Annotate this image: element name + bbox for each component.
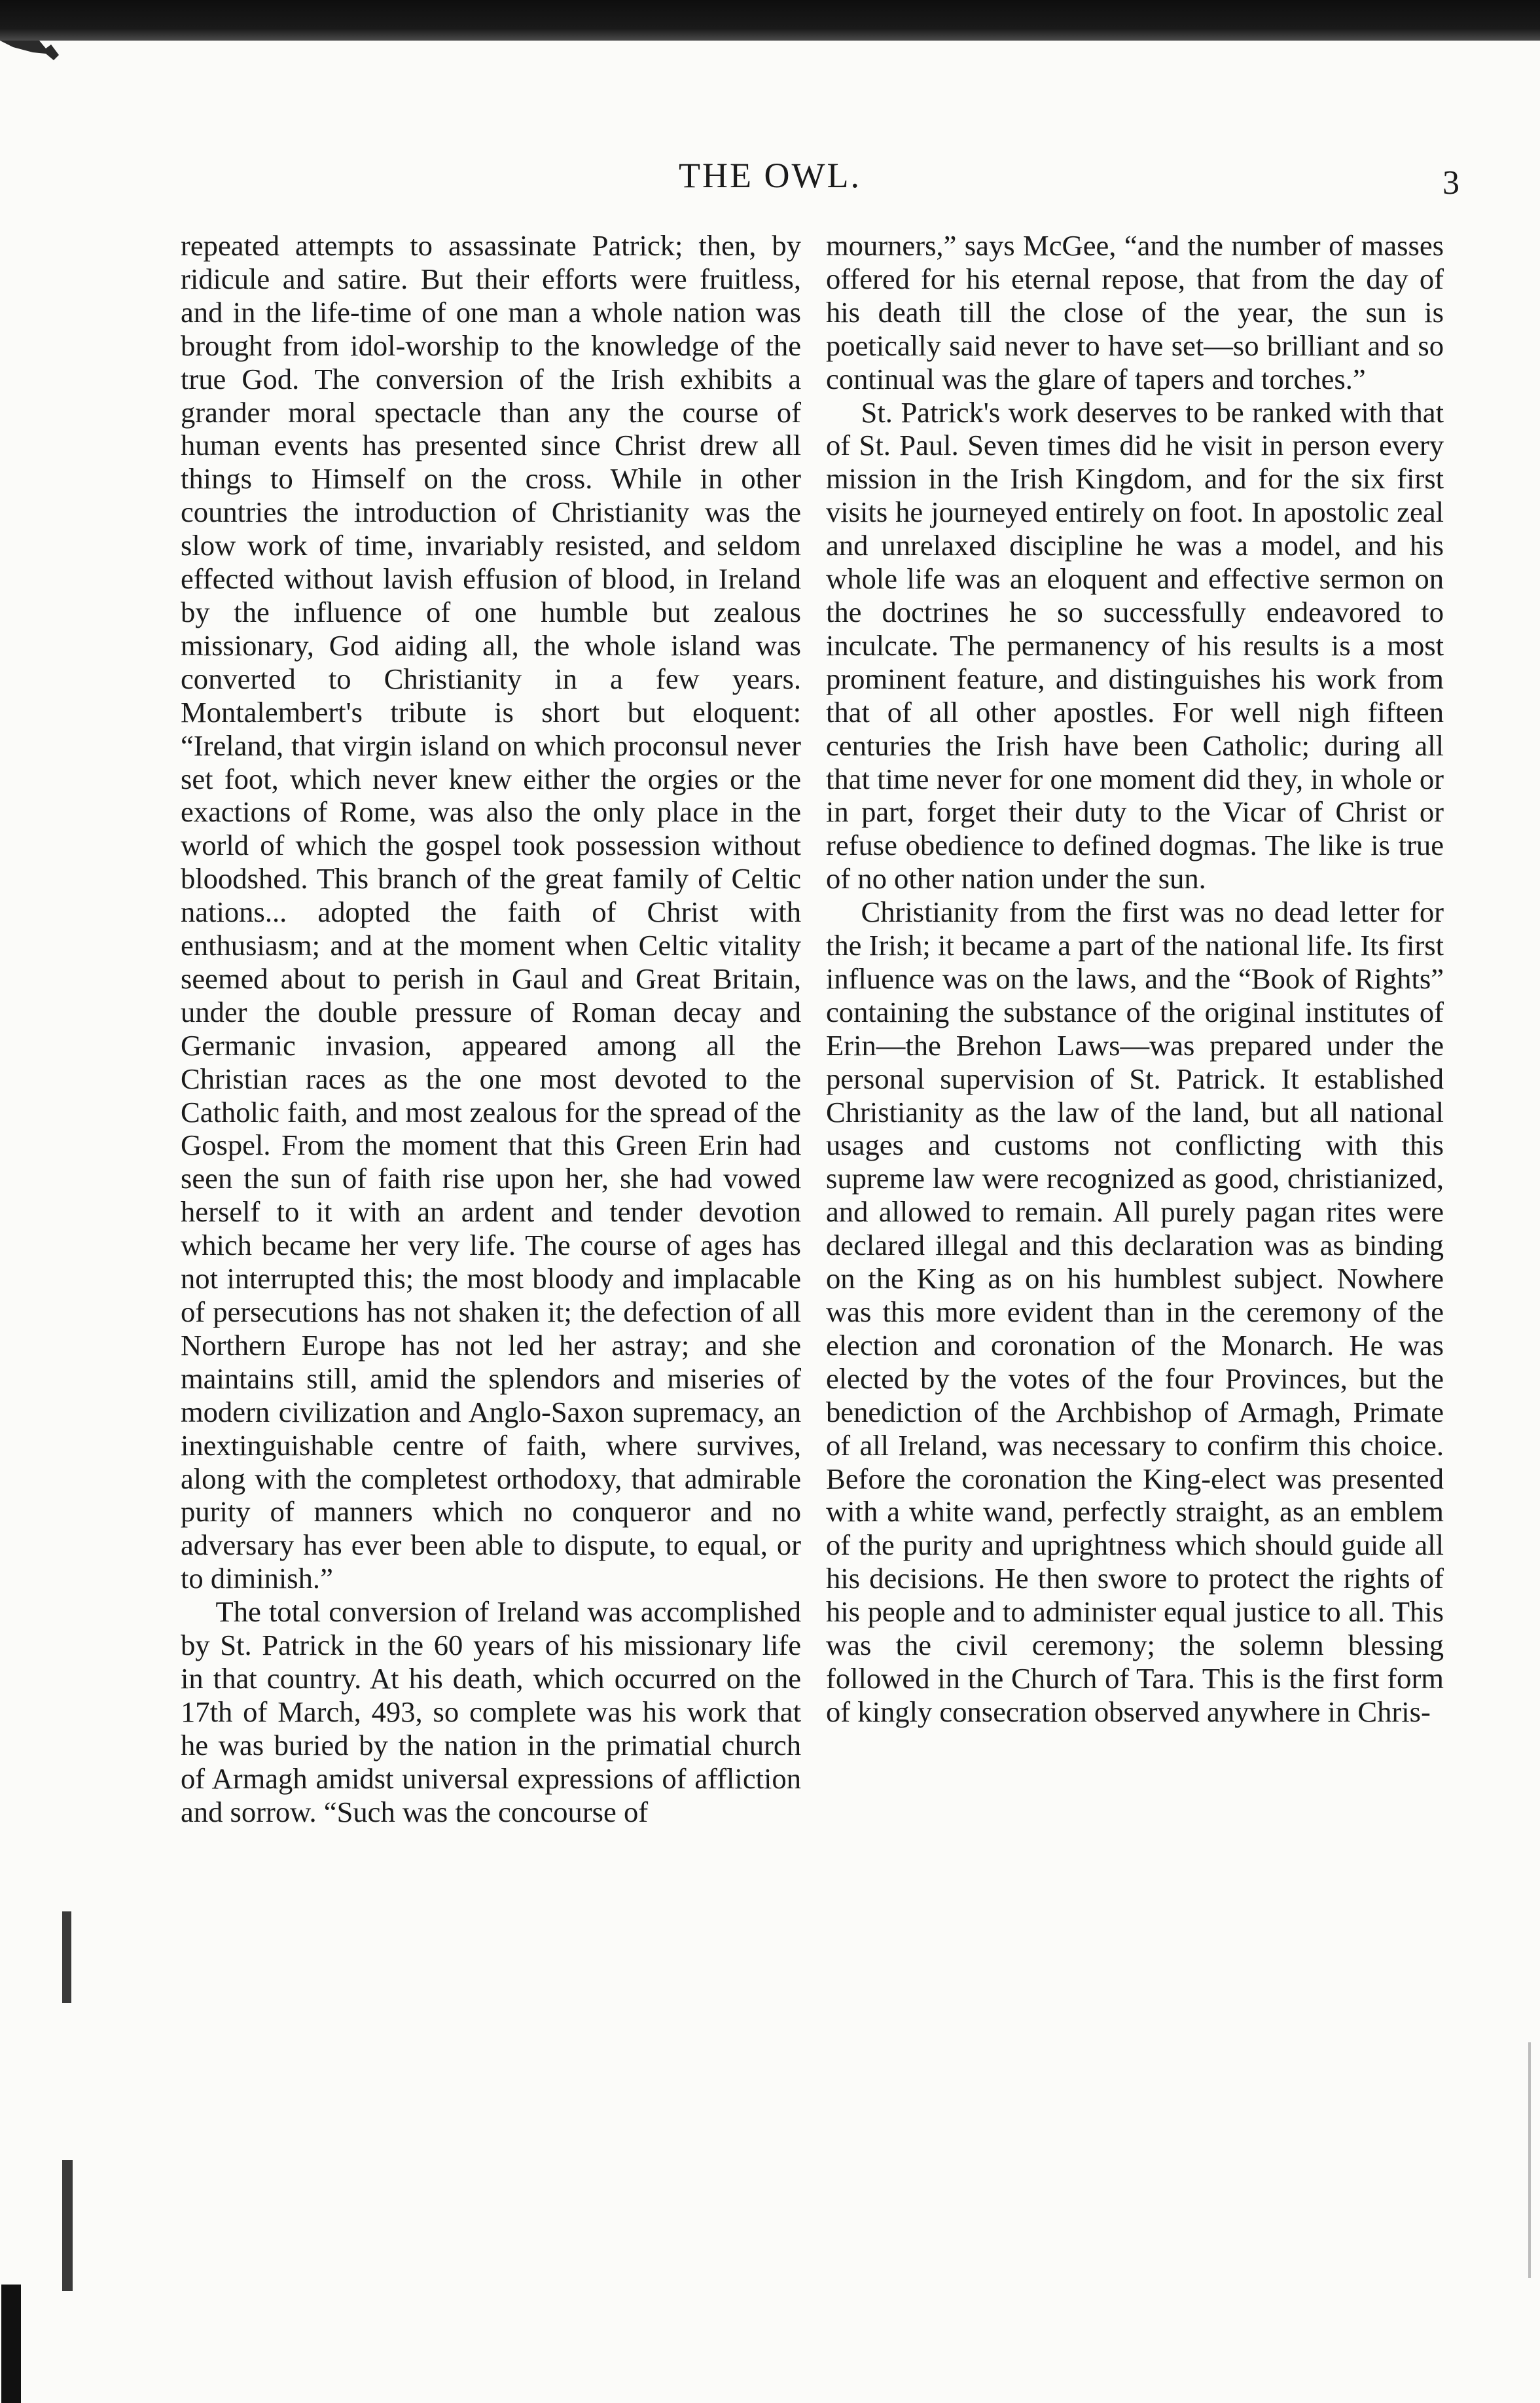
scan-edge-band	[0, 0, 1540, 41]
paragraph: repeated attempts to assassinate Patrick; then, by ridicule and satire. But their efforts were fruitless, and in the life-time of one man a whole nation was brought from idol-worship to the knowledge of the true God. The conversion of the Irish exhibits a grander moral spectacle than any the course of human events has presented since Christ drew all things to Himself on the cross. While in other countries the introduction of Christianity was the slow work of time, invariably resisted, and seldom effected without lavish effusion of blood, in Ireland by the influence of one humble but zealous missionary, God aiding all, the whole island was converted to Christianity in a few years. Montalembert's tribute is short but eloquent: “Ireland, that virgin island on which proconsul never set foot, which never knew either the orgies or the exactions of Rome, was also the only place in the world of which the gospel took possession without bloodshed. This branch of the great family of Celtic nations... adopted the faith of Christ with enthusiasm; and at the moment when Celtic vitality seemed about to perish in Gaul and Great Britain, under the double pressure of Roman decay and Germanic invasion, appeared among all the Christian races as the one most devoted to the Catholic faith, and most zealous for the spread of the Gospel. From the moment that this Green Erin had seen the sun of faith rise upon her, she had vowed herself to it with an ardent and tender devotion which became her very life. The course of ages has not interrupted this; the most bloody and implacable of persecutions has not shaken it; the defection of all Northern Europe has not led her astray; and she maintains still, amid the splendors and miseries of modern civilization and Anglo-Saxon supremacy, an inextinguishable centre of faith, where survives, along with the completest orthodoxy, that admirable purity of manners which no conqueror and no adversary has ever been able to dispute, to equal, or to diminish.”	[181, 229, 801, 1595]
scan-margin-mark	[62, 1911, 71, 2003]
paragraph: The total conversion of Ireland was accomplished by St. Patrick in the 60 years of his missionary life in that country. At his death, which occurred on the 17th of March, 493, so complete was his work that he was buried by the nation in the primatial church of Armagh amidst universal expressions of affliction and sorrow. “Such was the concourse of	[181, 1595, 801, 1828]
scan-corner-mark	[0, 41, 79, 67]
paragraph: St. Patrick's work deserves to be ranked with that of St. Paul. Seven times did he visit in person every mission in the Irish Kingdom, and for the six first visits he journeyed entirely on foot. In apostolic zeal and unrelaxed discipline he was a model, and his whole life was an eloquent and effective sermon on the doctrines he so successfully endeavored to inculcate. The permanency of his results is a most prominent feature, and distinguishes his work from that of all other apostles. For well nigh fifteen centuries the Irish have been Catholic; during all that time never for one moment did they, in whole or in part, forget their duty to the Vicar of Christ or refuse obedience to defined dogmas. The like is true of no other nation under the sun.	[826, 395, 1444, 895]
scan-margin-mark	[1528, 2042, 1531, 2278]
right-column	[826, 229, 1444, 1729]
scan-margin-mark	[62, 2160, 73, 2291]
running-title: THE OWL.	[679, 156, 861, 195]
scan-binding-edge	[1, 2285, 21, 2403]
paragraph: Christianity from the first was no dead letter for the Irish; it became a part of the national life. Its first influence was on the laws, and the “Book of Rights” containing the substance of the original institutes of Erin—the Brehon Laws—was prepared under the personal supervision of St. Patrick. It established Christianity as the law of the land, but all national usages and customs not conflicting with this supreme law were recognized as good, christianized, and allowed to remain. All purely pagan rites were declared illegal and this declaration was as binding on the King as on his humblest subject. Nowhere was this more evident than in the ceremony of the election and coronation of the Monarch. He was elected by the votes of the four Provinces, but the benediction of the Archbishop of Armagh, Primate of all Ireland, was necessary to confirm this choice. Before the coronation the King-elect was presented with a white wand, perfectly straight, as an emblem of the purity and uprightness which should guide all his decisions. He then swore to protect the rights of his people and to administer equal justice to all. This was the civil ceremony; the solemn blessing followed in the Church of Tara. This is the first form of kingly consecration observed anywhere in Chris-	[826, 895, 1444, 1728]
page-number: 3	[1442, 164, 1459, 202]
paragraph: mourners,” says McGee, “and the number of masses offered for his eternal repose, that from the day of his death till the close of the year, the sun is poetically said never to have set—so brilliant and so continual was the glare of tapers and torches.”	[826, 229, 1444, 395]
left-column	[181, 229, 801, 1829]
